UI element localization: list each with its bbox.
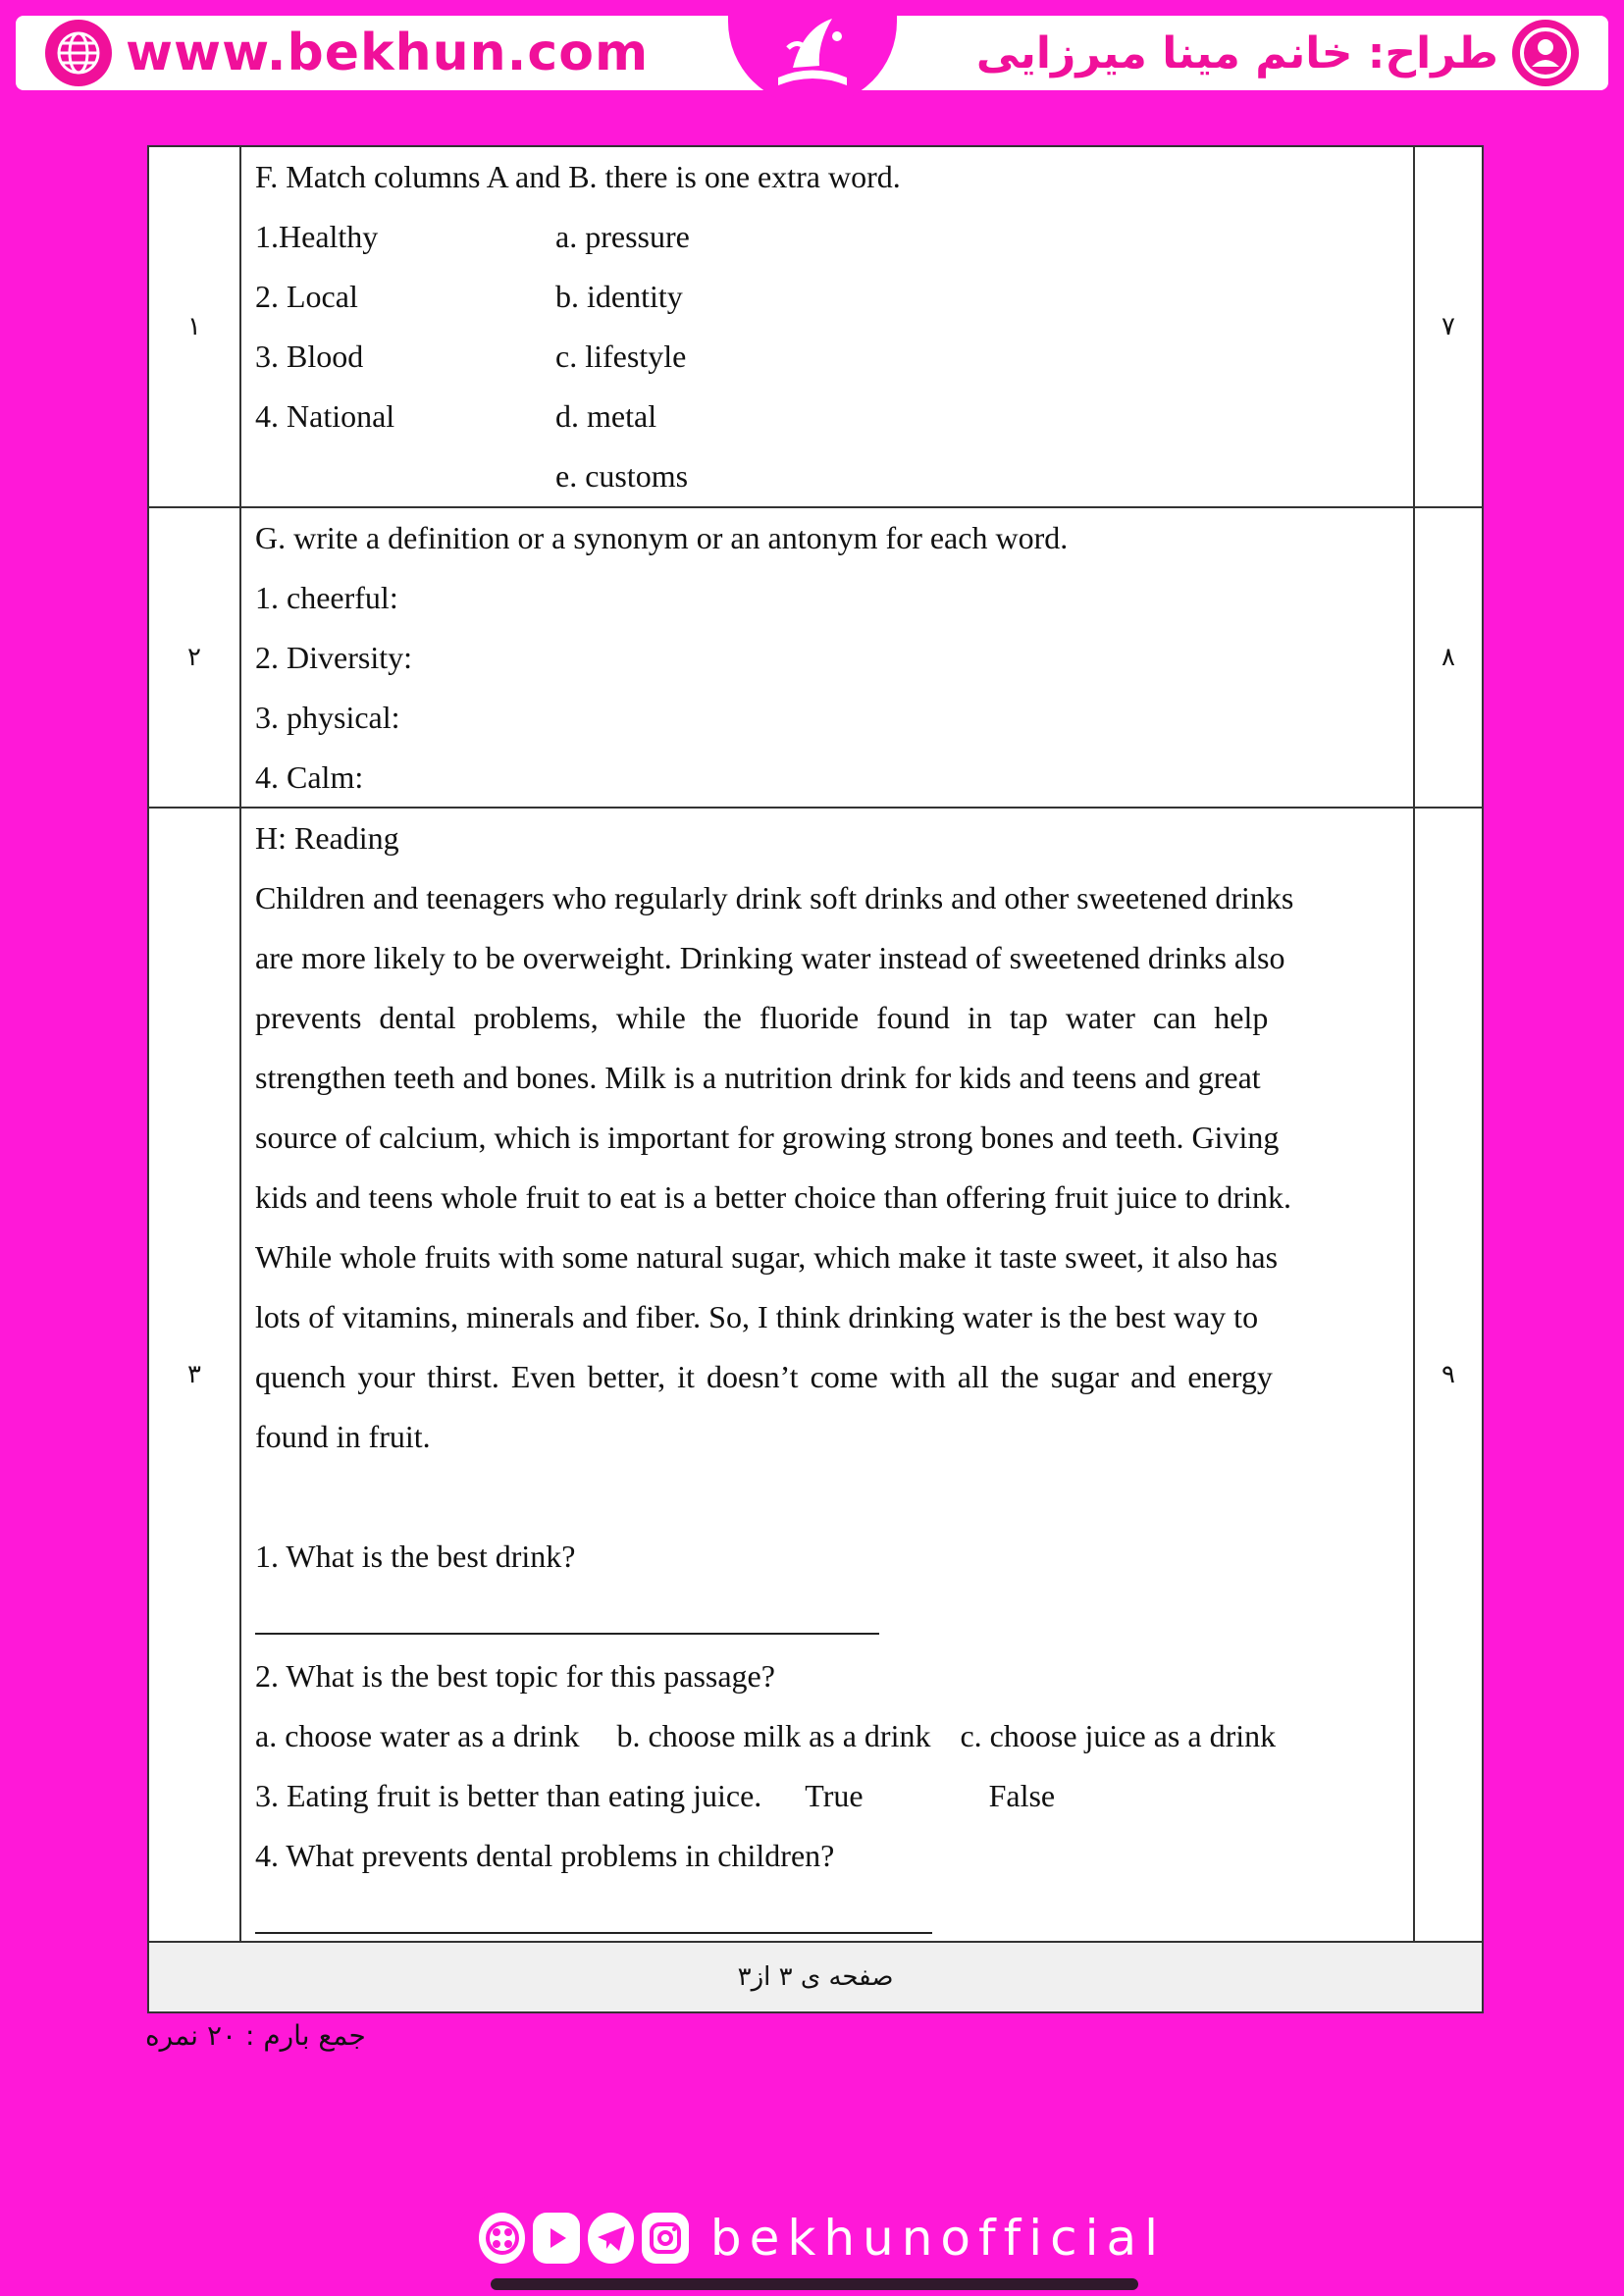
match-row <box>255 207 1399 267</box>
user-icon <box>1512 20 1579 86</box>
designer-text: طراح: خانم مینا میرزایی <box>975 27 1498 78</box>
answer-field-4[interactable] <box>255 1886 1399 1946</box>
col-b-item: b. identity <box>555 279 683 314</box>
total-score: جمع بارم : ۲۰ نمره <box>145 2019 366 2052</box>
col-a-item: 2. Local <box>255 279 358 314</box>
question-3 <box>255 1766 1399 1826</box>
vocab-item: 1. cheerful: <box>255 580 398 615</box>
section-g-row <box>149 508 1482 809</box>
site-url-text[interactable]: www.bekhun.com <box>126 24 650 82</box>
match-row <box>255 446 1399 506</box>
option-b[interactable]: b. choose milk as a drink <box>616 1718 931 1753</box>
vocab-item: 2. Diversity: <box>255 640 412 675</box>
question-2: 2. What is the best topic for this passage? <box>255 1658 775 1694</box>
answer-field-1[interactable] <box>255 1587 1399 1646</box>
col-b-item: c. lifestyle <box>555 339 687 374</box>
match-row <box>255 267 1399 327</box>
section-g-title: G. write a definition or a synonym or an antonym for each word. <box>255 520 1069 555</box>
passage-line: are more likely to be overweight. Drinking water instead of sweetened drinks also <box>255 940 1285 975</box>
passage-line: quench your thirst. Even better, it doesn’t come with all the sugar and energy <box>255 1359 1273 1394</box>
page-number: صفحه ی ۳ از۳ <box>149 1943 1482 2011</box>
aparat-icon[interactable] <box>479 2213 525 2264</box>
passage-line: kids and teens whole fruit to eat is a better choice than offering fruit juice to drink. <box>255 1179 1291 1215</box>
passage-line: strengthen teeth and bones. Milk is a nutrition drink for kids and teens and great <box>255 1060 1261 1095</box>
passage-line: While whole fruits with some natural sugar, which make it taste sweet, it also has <box>255 1239 1279 1275</box>
section-f-content <box>241 147 1413 506</box>
section-h-row <box>149 809 1482 1943</box>
passage-line: Children and teenagers who regularly drink soft drinks and other sweetened drinks <box>255 880 1294 915</box>
reading-passage <box>255 868 1399 1467</box>
instagram-icon[interactable] <box>642 2213 688 2264</box>
passage-line: found in fruit. <box>255 1419 431 1454</box>
col-a-item: 4. National <box>255 398 395 434</box>
section-h-number: ۹ <box>1413 809 1482 1941</box>
decorative-bar <box>491 2278 1138 2290</box>
section-h-title: H: Reading <box>255 820 399 856</box>
section-g-score: ۲ <box>149 508 241 807</box>
vocab-item: 4. Calm: <box>255 759 364 795</box>
header-bar <box>0 0 1624 106</box>
col-b-item: e. customs <box>555 458 689 494</box>
youtube-icon[interactable] <box>533 2213 579 2264</box>
social-handle[interactable]: bekhunofficial <box>709 2210 1166 2267</box>
true-option[interactable]: True <box>805 1778 864 1813</box>
col-b-item: d. metal <box>555 398 657 434</box>
section-h-content <box>241 809 1413 1941</box>
section-g-number: ۸ <box>1413 508 1482 807</box>
match-row <box>255 327 1399 387</box>
designer-credit <box>976 24 1579 82</box>
match-row <box>255 387 1399 446</box>
question-3-text: 3. Eating fruit is better than eating juice. <box>255 1778 762 1813</box>
answer-underline[interactable] <box>255 1605 879 1635</box>
col-a-item: 3. Blood <box>255 339 364 374</box>
false-option[interactable]: False <box>988 1778 1056 1813</box>
site-link[interactable] <box>45 26 649 80</box>
question-4: 4. What prevents dental problems in children? <box>255 1838 835 1873</box>
social-bar[interactable] <box>457 2194 1166 2282</box>
col-b-item: a. pressure <box>555 219 690 254</box>
blank-line <box>255 1467 1399 1527</box>
section-f-row <box>149 147 1482 508</box>
option-c[interactable]: c. choose juice as a drink <box>960 1718 1277 1753</box>
exam-table <box>147 145 1484 2013</box>
section-f-title: F. Match columns A and B. there is one extra word. <box>255 159 901 194</box>
question-1: 1. What is the best drink? <box>255 1539 576 1574</box>
col-a-item: 1.Healthy <box>255 219 379 254</box>
passage-line: prevents dental problems, while the fluoride found in tap water can help <box>255 1000 1269 1035</box>
vocab-item: 3. physical: <box>255 700 400 735</box>
question-2-options <box>255 1706 1399 1766</box>
section-g-content <box>241 508 1413 807</box>
option-a[interactable]: a. choose water as a drink <box>255 1718 580 1753</box>
passage-line: lots of vitamins, minerals and fiber. So, I think drinking water is the best way to <box>255 1299 1259 1334</box>
passage-line: source of calcium, which is important for growing strong bones and teeth. Giving <box>255 1120 1280 1155</box>
section-f-number: ۷ <box>1413 147 1482 506</box>
section-f-score: ۱ <box>149 147 241 506</box>
telegram-icon[interactable] <box>588 2213 634 2264</box>
answer-underline[interactable] <box>255 1905 932 1934</box>
section-h-score: ۳ <box>149 809 241 1941</box>
globe-icon <box>45 20 112 86</box>
